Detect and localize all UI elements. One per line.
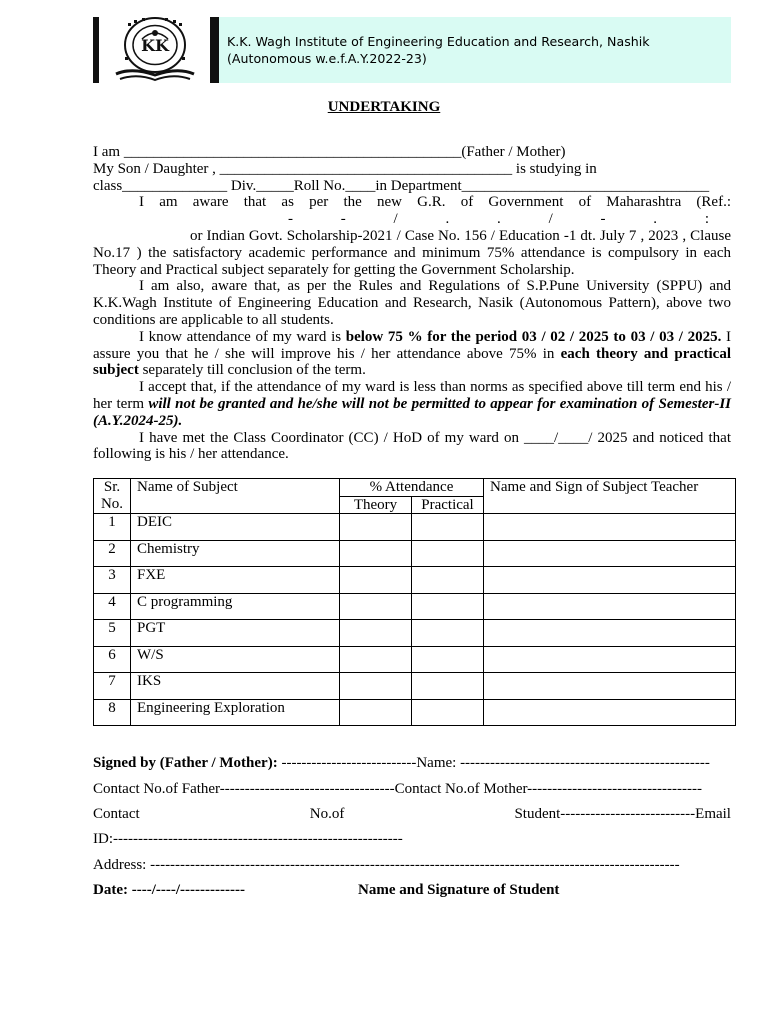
row-sr: 1 [94,514,131,541]
row-sr: 3 [94,567,131,594]
father-contact-field: Contact No.of Father----------------------------------- [93,781,395,797]
logo-border-right [210,17,219,83]
student-contact-field: Student---------------------------Email [514,806,731,822]
row-subject: IKS [131,673,340,700]
header-banner [219,17,731,83]
teacher-sign-cell[interactable] [484,567,736,594]
student-contact-label-a: Contact [93,806,140,822]
theory-cell[interactable] [340,646,412,673]
student-contact-label-b: No.of [309,806,345,822]
label-roll-no: Roll No. [293,177,346,194]
row-sr: 8 [94,699,131,726]
practical-cell[interactable] [412,646,484,673]
header-sr-no [94,479,131,514]
parent-contact-row [93,781,731,798]
header-sr: Sr. [103,479,121,495]
ward-name-blank: _______________________________________ [219,160,513,177]
theory-cell[interactable] [340,514,412,541]
teacher-sign-cell[interactable] [484,699,736,726]
signed-by-row [93,755,731,772]
email-line: ID:---------------------------------------------------------- [93,831,403,847]
row-sr: 6 [94,646,131,673]
undertaking-body [93,144,731,463]
gr-reference-line: I am aware that as per the new G.R. of Government of Maharashtra (Ref.: [139,194,731,211]
teacher-sign-cell[interactable] [484,514,736,541]
svg-text:KK: KK [141,36,169,55]
label-department: in Department [375,177,462,194]
signed-by-blank: --------------------------- [277,755,417,771]
label-father-mother: (Father / Mother) [461,144,566,160]
paragraph-term-consequence [93,379,731,429]
theory-cell[interactable] [340,699,412,726]
class-details-line [93,178,731,195]
table-row [94,514,736,541]
college-seal-icon [102,17,208,83]
table-row [94,567,736,594]
mother-contact-field: Contact No.of Mother----------------------------------- [394,781,703,797]
practical-cell[interactable] [412,514,484,541]
theory-cell[interactable] [340,540,412,567]
label-div: Div. [227,177,257,194]
signed-by-line [93,755,731,772]
table-row [94,540,736,567]
gr-reference-marks: - - / . . / - . : [288,211,709,228]
row-sr: 5 [94,620,131,647]
label-son-daughter: My Son / Daughter , [93,160,220,177]
header-subject: Name of Subject [131,479,340,514]
parent-contact-line [93,781,731,798]
date-signature-line [93,882,731,898]
term-warning: will not be granted and he/she will not be permitted to appear for examination of Semester-II (A.Y.2024-25). [93,395,731,429]
table-header-row [94,479,736,497]
practical-cell[interactable] [412,567,484,594]
teacher-sign-cell[interactable] [484,646,736,673]
logo-border-left [93,17,99,83]
address-line: Address: ---------------------------------------------------------------------------------------------------------- [93,857,680,873]
row-subject: C programming [131,593,340,620]
p4-text-a: I accept that, if the attendance of my ward is less than norms as specified above till term end his / her term [93,379,731,412]
signed-by-label: Signed by (Father / Mother): [93,755,278,771]
header-attendance: % Attendance [340,479,484,497]
table-row [94,593,736,620]
practical-cell[interactable] [412,540,484,567]
div-blank: _____ [256,177,294,194]
header-no: No. [100,495,124,512]
row-sr: 2 [94,540,131,567]
paragraph-scholarship: or Indian Govt. Scholarship-2021 / Case No. 156 / Education -1 dt. July 7 , 2023 , Clause No.17 ) the satisfactory academic performance and minimum 75% attendance is compulsory in each Theory and Practical subject separately for getting the Government Scholarship. [93,227,731,278]
table-row [94,673,736,700]
practical-cell[interactable] [412,699,484,726]
p3-text-c: I assure you that he / she will improve his / her attendance above 75% in [93,328,731,362]
name-blank: -------------------------------------------------- [460,755,710,771]
row-subject: W/S [131,646,340,673]
theory-cell[interactable] [340,593,412,620]
theory-cell[interactable] [340,567,412,594]
row-subject: DEIC [131,514,340,541]
row-sr: 4 [94,593,131,620]
document-title: UNDERTAKING [327,99,441,115]
student-signature-label: Name and Signature of Student [358,882,560,898]
label-studying-in: is studying in [512,160,597,177]
header-teacher-sign: Name and Sign of Subject Teacher [484,479,736,514]
teacher-sign-cell[interactable] [484,620,736,647]
practical-cell[interactable] [412,673,484,700]
each-theory-practical: each theory and practical subject [93,345,731,379]
label-class: class [93,177,123,194]
row-sr: 7 [94,673,131,700]
teacher-sign-cell[interactable] [484,593,736,620]
practical-cell[interactable] [412,620,484,647]
table-row [94,699,736,726]
p3-text-e: separately till conclusion of the term. [138,362,366,379]
row-subject: Engineering Exploration [131,699,340,726]
paragraph-coordinator-meeting: I have met the Class Coordinator (CC) / HoD of my ward on ____/____/ 2025 and noticed that following is his / her attendance. [93,429,731,463]
theory-cell[interactable] [340,620,412,647]
label-i-am: I am [93,144,124,160]
class-blank: ______________ [122,177,228,194]
attendance-period: below 75 % for the period 03 / 02 / 2025 to 03 / 03 / 2025. [345,328,722,345]
row-subject: FXE [131,567,340,594]
roll-no-blank: ____ [345,177,376,194]
college-logo [93,17,219,83]
teacher-sign-cell[interactable] [484,540,736,567]
document-header [93,17,731,83]
ward-name-line [93,161,731,178]
parent-name-blank: _____________________________________________ [123,144,462,160]
teacher-sign-cell[interactable] [484,673,736,700]
row-subject: Chemistry [131,540,340,567]
header-practical: Practical [412,496,484,514]
date-field: Date: ----/----/------------- [93,882,245,898]
department-blank: _________________________________ [461,177,710,194]
header-theory: Theory [340,496,412,514]
table-row [94,620,736,647]
theory-cell[interactable] [340,673,412,700]
attendance-table [93,478,736,726]
paragraph-attendance-period [93,329,731,379]
parent-name-line [93,144,731,161]
name-label: Name: [416,755,461,771]
student-contact-line [93,806,731,822]
paragraph-rules: I am also, aware that, as per the Rules and Regulations of S.P.Pune University (SPPU) and K.K.Wagh Institute of Engineering Education and Research, Nasik (Autonomous Pattern), above two conditions are applicable to all students. [93,278,731,328]
row-subject: PGT [131,620,340,647]
p3-text-a: I know attendance of my ward is [139,328,346,345]
practical-cell[interactable] [412,593,484,620]
institute-name: K.K. Wagh Institute of Engineering Education and Research, Nashik (Autonomous w.e.f.A.Y.2022-23) [227,34,650,66]
table-row [94,646,736,673]
